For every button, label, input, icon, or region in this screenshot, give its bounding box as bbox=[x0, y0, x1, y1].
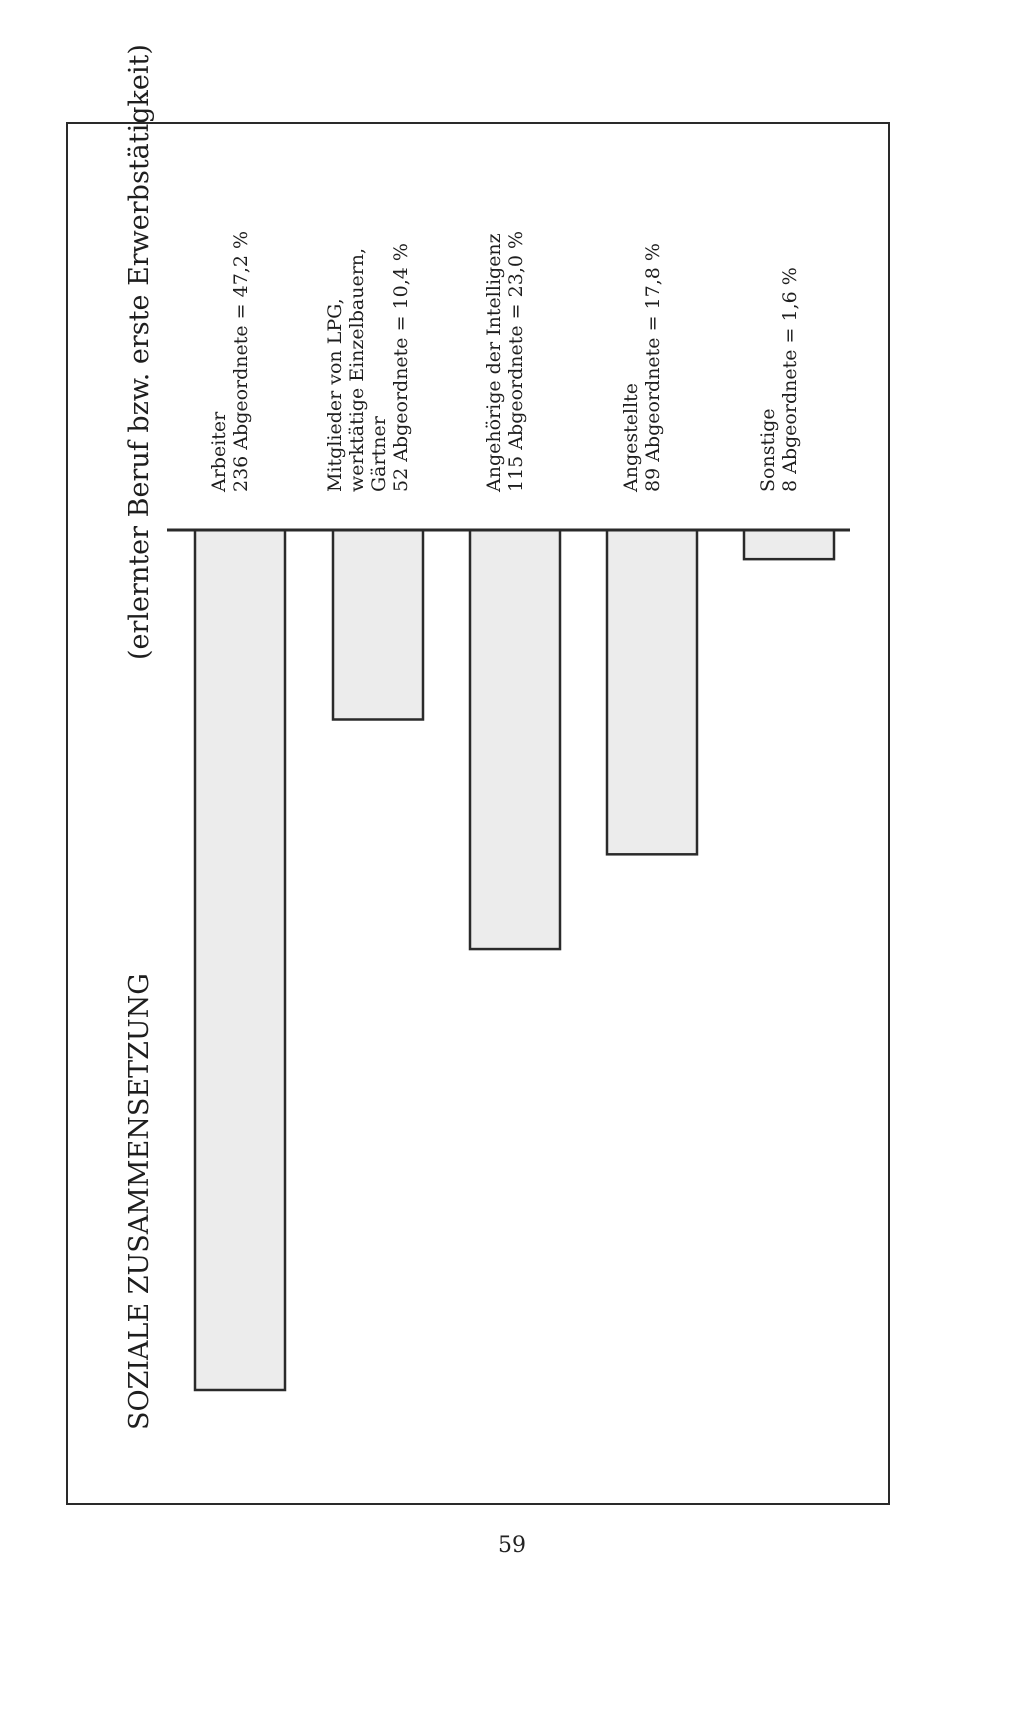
bar-label-line: werktätige Einzelbauern, bbox=[346, 247, 368, 492]
bar-label-line: Arbeiter bbox=[208, 411, 230, 492]
bar-label-5 bbox=[757, 267, 801, 492]
bar-label-line: Angehörige der Intelligenz bbox=[483, 233, 505, 492]
bar-label-1 bbox=[208, 231, 252, 493]
bar-label-3 bbox=[483, 231, 527, 493]
bar-label-4 bbox=[620, 243, 664, 493]
bar-5 bbox=[744, 530, 834, 559]
bar-label-line: Mitglieder von LPG, bbox=[324, 298, 346, 492]
bar-3 bbox=[470, 530, 560, 949]
bar-label-line: Sonstige bbox=[757, 408, 779, 492]
bar-label-line: 52 Abgeordnete = 10,4 % bbox=[390, 243, 412, 492]
bar-label-line: 236 Abgeordnete = 47,2 % bbox=[230, 230, 252, 492]
bar-label-2 bbox=[324, 243, 412, 492]
bar-label-line: 115 Abgeordnete = 23,0 % bbox=[505, 230, 527, 492]
chart-subtitle: (erlernter Beruf bzw. erste Erwerbstätigkeit) bbox=[124, 44, 155, 660]
bar-4 bbox=[607, 530, 697, 854]
bar-label-line: 8 Abgeordnete = 1,6 % bbox=[779, 267, 801, 492]
page-number: 59 bbox=[498, 1533, 526, 1558]
bar-1 bbox=[195, 530, 285, 1390]
bar-label-line: Angestellte bbox=[620, 382, 642, 492]
chart-title: SOZIALE ZUSAMMENSETZUNG bbox=[124, 973, 155, 1430]
bar-label-line: Gärtner bbox=[368, 416, 390, 492]
bar-label-line: 89 Abgeordnete = 17,8 % bbox=[642, 243, 664, 492]
bar-2 bbox=[333, 530, 423, 719]
